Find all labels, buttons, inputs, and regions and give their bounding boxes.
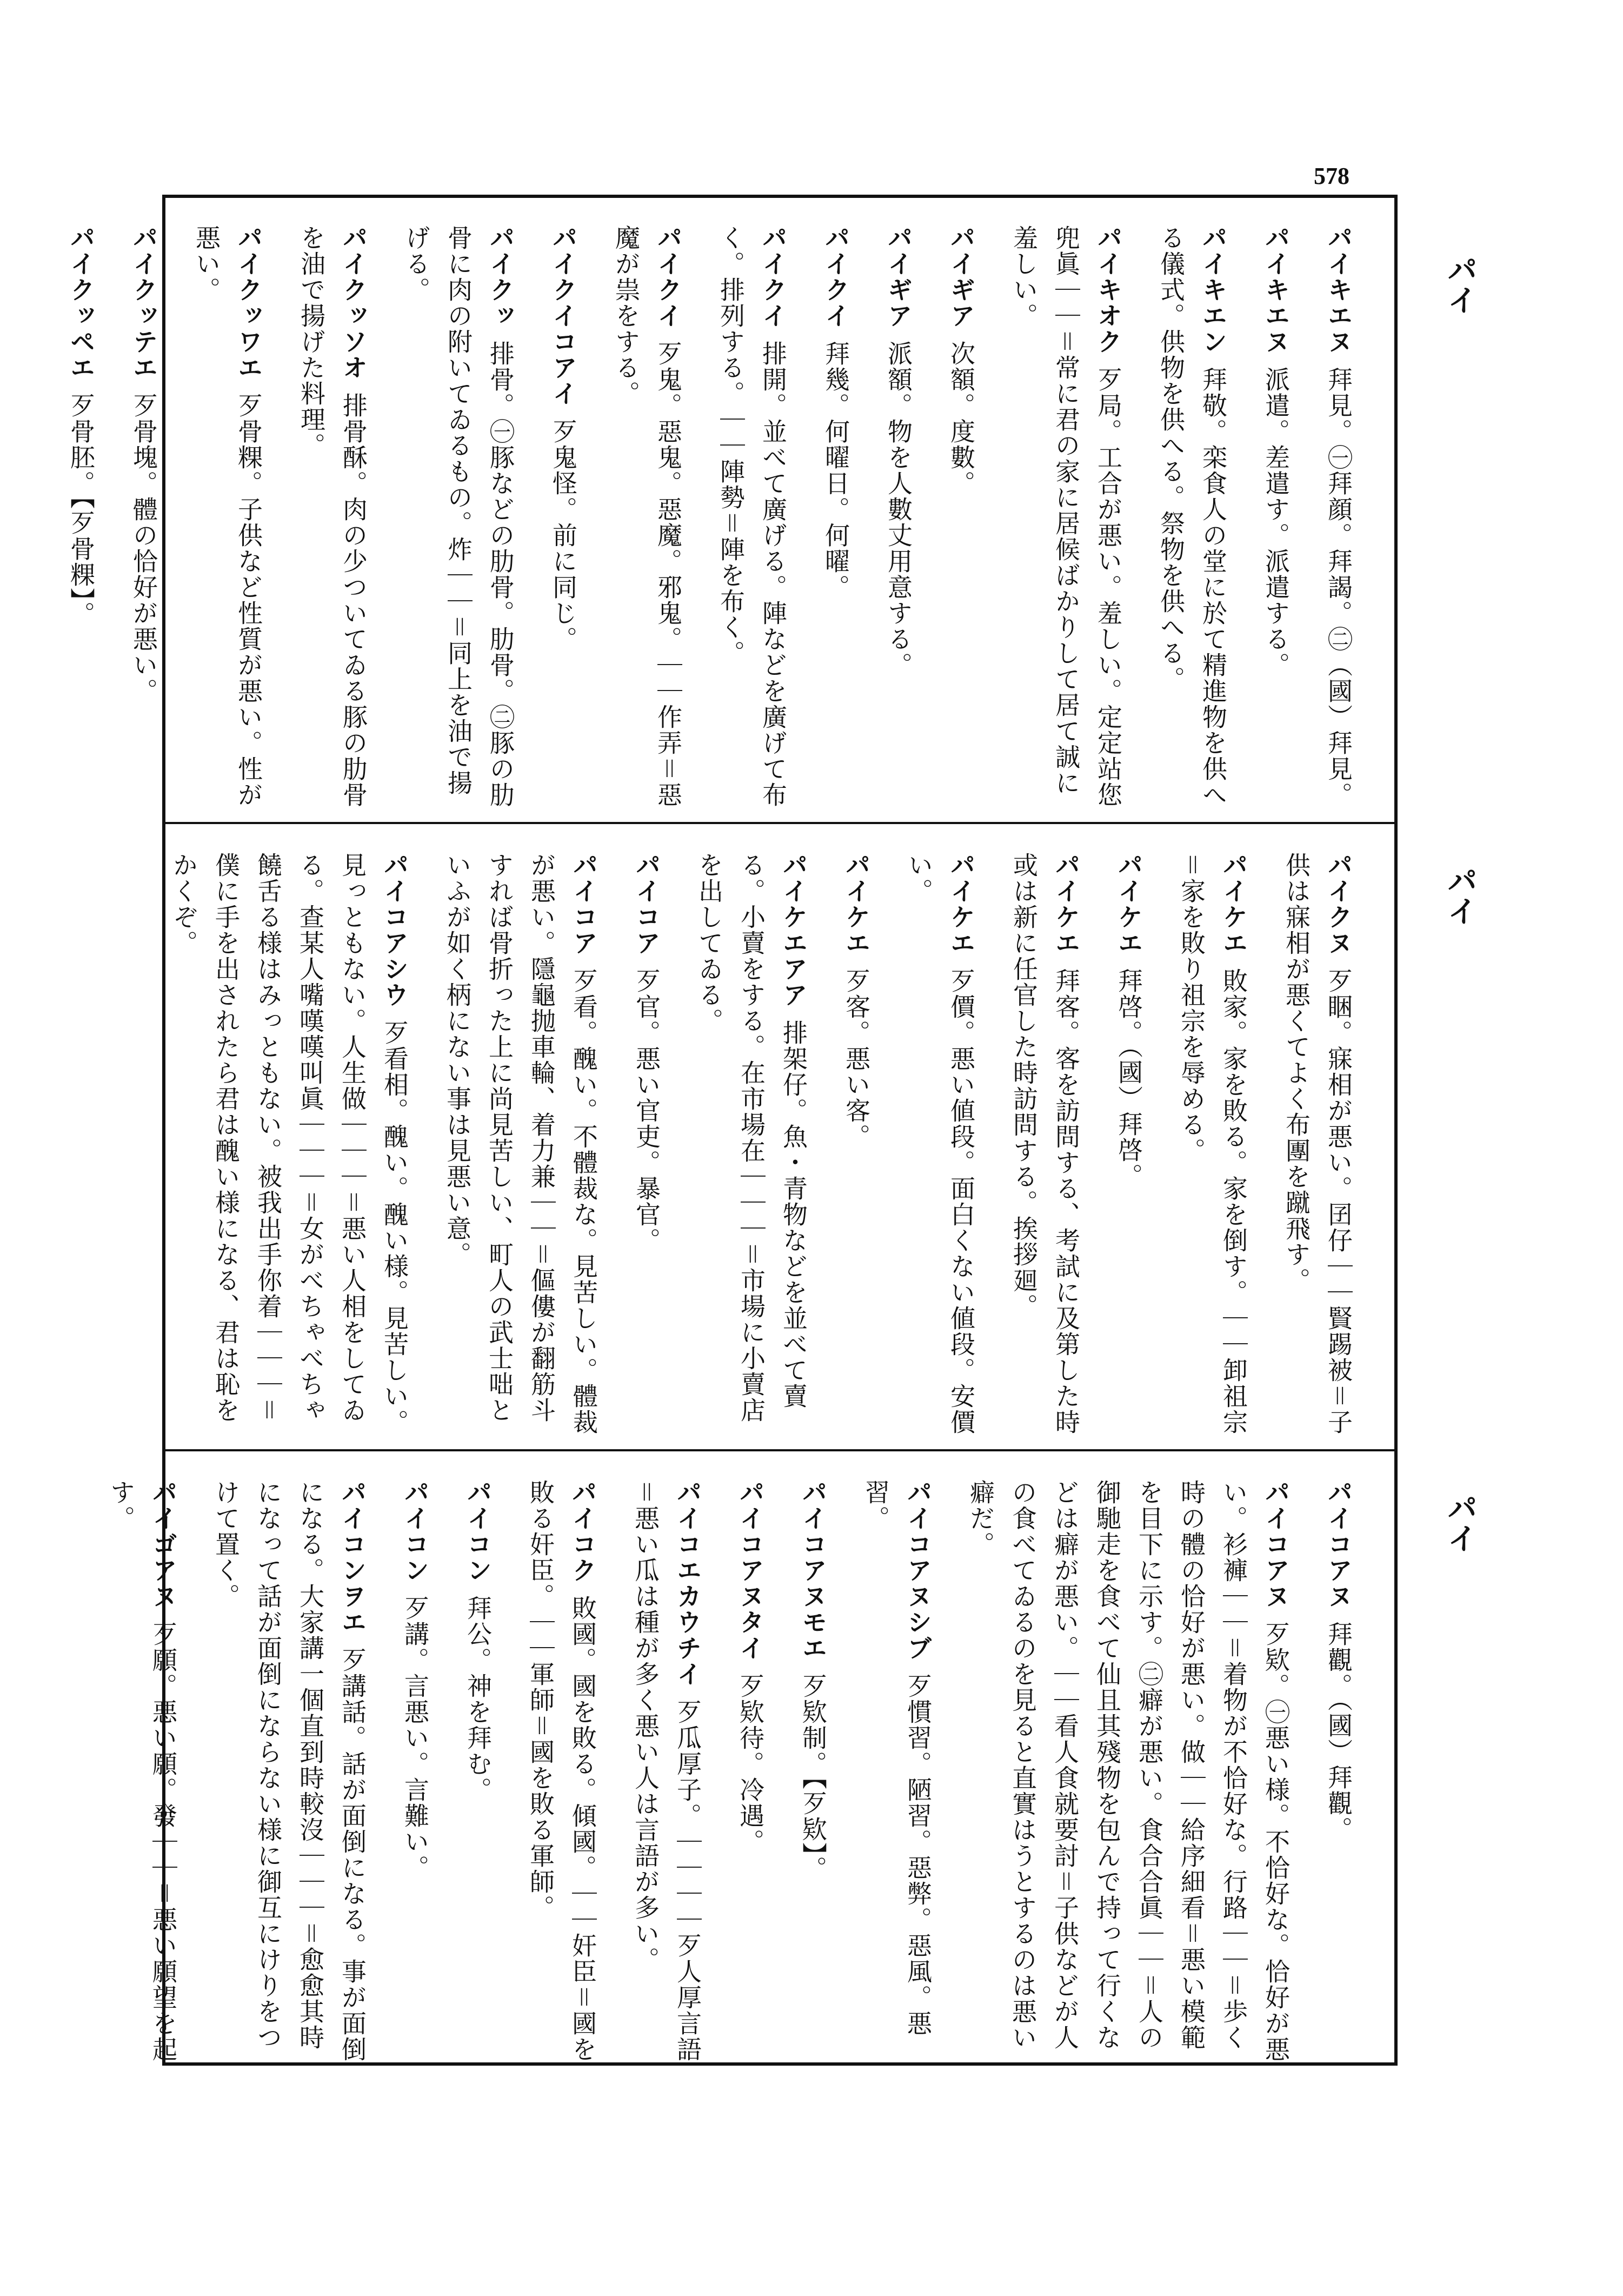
entry-definition: 歹欵待。冷遇。 bbox=[736, 1673, 765, 1855]
entry-definition: 歹官。悪い官吏。暴官。 bbox=[632, 968, 661, 1253]
entry-definition: 次額。度數。 bbox=[947, 341, 976, 496]
entry-headword: パイクッワエ bbox=[234, 225, 263, 381]
entry-definition: 歹願。悪い願。發｜｜＝悪い願望を起す。 bbox=[107, 1479, 178, 2062]
entry-definition: 拜客。客を訪問する、考試に及第した時或は新に任官した時訪問する。挨拶廻。 bbox=[1009, 852, 1081, 1435]
entry-headword: パイコアシウ bbox=[380, 852, 409, 1008]
entry-headword: パイクイ bbox=[821, 225, 850, 329]
entry-headword: パイコン bbox=[463, 1479, 493, 1583]
dictionary-entry bbox=[792, 1479, 834, 1882]
dictionary-entry bbox=[940, 225, 982, 496]
entry-headword: パイコア bbox=[569, 852, 598, 956]
entry-definition: 歹客。悪い客。 bbox=[842, 968, 871, 1150]
dictionary-entry bbox=[1275, 852, 1360, 1447]
entry-definition: 歹欵。㊀悪い様。不恰好な。恰好が悪い。衫褲｜｜＝着物が不恰好な。行路｜｜＝歩く時の體の恰好が悪い。做｜｜給序細看＝悪い模範を目下に示す。㊁癖が悪い。食合合眞｜｜＝人の御馳走を食べて仙且其殘物を包んで持って行くなどは癖が悪い。｜｜看人食就要討＝子供などが人の食べてゐるのを見ると直實はうとするのは悪い癖だ。 bbox=[966, 1479, 1291, 2062]
entry-headword: パイコアヌ bbox=[1261, 1479, 1291, 1609]
entry-definition: 排骨酥。肉の少ついてゐる豚の肋骨を油で揚げた料理。 bbox=[297, 225, 368, 808]
entry-headword: パイキエヌ bbox=[1261, 225, 1291, 355]
entry-headword: パイケエアア bbox=[779, 852, 808, 1008]
entry-headword: パイコアヌタイ bbox=[736, 1479, 765, 1661]
dictionary-entry bbox=[290, 225, 375, 820]
dictionary-entry bbox=[163, 852, 416, 1447]
entry-headword: パイクイコアイ bbox=[549, 225, 578, 407]
dictionary-entry bbox=[688, 852, 815, 1447]
dictionary-entry bbox=[1003, 225, 1129, 820]
entry-headword: パイクッソオ bbox=[339, 225, 368, 381]
entry-headword: パイギア bbox=[947, 225, 976, 329]
entry-headword: パイギア bbox=[884, 225, 913, 329]
entry-headword: パイクイ bbox=[654, 225, 683, 329]
dictionary-entry bbox=[710, 225, 794, 820]
entry-headword: パイコアヌモエ bbox=[799, 1479, 828, 1661]
entry-definition: 歹講。言悪い。言難い。 bbox=[401, 1595, 430, 1881]
entry-definition: 歹欵制。【歹欵】。 bbox=[799, 1673, 828, 1882]
entry-headword: パイケエ bbox=[1219, 852, 1248, 956]
running-head-bottom: パイ bbox=[1442, 1492, 1478, 1553]
dictionary-entry bbox=[605, 225, 689, 820]
dictionary-entry bbox=[1255, 225, 1297, 678]
dictionary-entry bbox=[960, 1479, 1297, 2062]
dictionary-entry bbox=[877, 225, 920, 678]
entry-definition: 排架仔。魚・青物などを並べて賣る。小賣をする。在市場在｜｜｜＝市場に小賣店を出してゐる。 bbox=[695, 852, 808, 1423]
entry-definition: 拜見。㊀拜顔。拜謁。㊁（國）拜見。 bbox=[1324, 367, 1353, 808]
entry-headword: パイキオク bbox=[1094, 225, 1123, 355]
entry-definition: 歹講話。話が面倒になる。事が面倒になる。大家講一個直到時較沒｜｜｜＝愈愈其時になって話が面倒にならない様に御互にけりをつけて置く。 bbox=[211, 1479, 367, 2062]
dictionary-entry bbox=[626, 852, 668, 1253]
entry-definition: 排開。並べて廣げる。陣などを廣げて布く。排列する。｜｜陣勢＝陣を布く。 bbox=[716, 225, 788, 808]
dictionary-entry bbox=[542, 225, 584, 652]
entry-definition: 歹睏。寐相が悪い。囝仔｜｜賢踢被＝子供は寐相が悪くてよく布團を蹴飛す。 bbox=[1282, 852, 1353, 1435]
entry-headword: パイコア bbox=[632, 852, 661, 956]
entry-headword: パイケエ bbox=[842, 852, 871, 956]
running-head-middle: パイ bbox=[1442, 865, 1478, 926]
dictionary-entry bbox=[457, 1479, 499, 1803]
lower-band bbox=[107, 1452, 1398, 2062]
dictionary-entry bbox=[1108, 852, 1150, 1189]
entry-headword: パイゴアヌ bbox=[149, 1479, 178, 1609]
page-number: 578 bbox=[1314, 163, 1349, 189]
entry-definition: 歹瓜厚子。｜｜｜｜歹人厚言語＝悪い瓜は種が多く悪い人は言語が多い。 bbox=[631, 1479, 702, 2062]
dictionary-entry bbox=[1318, 225, 1360, 808]
entry-headword: パイコク bbox=[568, 1479, 597, 1583]
entry-definition: 歹慣習。陋習。惡弊。惡風。悪習。 bbox=[861, 1479, 933, 2036]
entry-headword: パイクイ bbox=[759, 225, 788, 329]
entry-definition: 歹價。悪い値段。面白くない値段。安價い。 bbox=[904, 852, 976, 1435]
entry-definition: 歹骨胚。【歹骨粿】。 bbox=[66, 393, 96, 627]
entry-definition: 拜敬。栾食人の堂に於て精進物を供へる儀式。供物を供へる。祭物を供へる。 bbox=[1156, 225, 1228, 808]
dictionary-entry bbox=[624, 1479, 709, 2062]
dictionary-entry bbox=[1318, 1479, 1360, 1842]
entry-definition: 拜觀。（國）拜觀。 bbox=[1324, 1621, 1353, 1842]
dictionary-entry bbox=[185, 225, 270, 820]
dictionary-entry bbox=[436, 852, 605, 1447]
entry-headword: パイコンヲエ bbox=[338, 1479, 367, 1635]
entry-definition: 拜啓。（國）拜啓。 bbox=[1114, 968, 1143, 1189]
entry-headword: パイクッ bbox=[486, 225, 515, 329]
dictionary-entry bbox=[898, 852, 982, 1447]
entry-headword: パイクッペエ bbox=[66, 225, 96, 381]
dictionary-entry bbox=[520, 1479, 604, 2062]
entry-definition: 派額。物を人數丈用意する。 bbox=[884, 341, 913, 678]
entry-definition: 歹看相。醜い。醜い様。見苦しい。見っともない。人生做｜｜｜＝悪い人相をしてゐる。查某人嘴嘆嘆叫眞｜｜｜＝女がべちゃべちゃ饒舌る様はみっともない。被我出手你着｜｜｜＝僕に手を出されたら君は醜い様になる、君は恥をかくぞ。 bbox=[169, 852, 409, 1435]
upper-band bbox=[66, 198, 1398, 820]
entry-headword: パイケエ bbox=[1114, 852, 1143, 956]
dictionary-entry bbox=[835, 852, 877, 1150]
dictionary-entry bbox=[395, 225, 522, 820]
dictionary-entry bbox=[1170, 852, 1255, 1447]
entry-definition: 敗家。家を敗る。家を倒す。｜｜卸祖宗＝家を敗り祖宗を辱める。 bbox=[1177, 852, 1248, 1435]
entry-headword: パイキエン bbox=[1199, 225, 1228, 355]
entry-headword: パイケエ bbox=[947, 852, 976, 956]
entry-definition: 拜幾。何曜日。何曜。 bbox=[821, 341, 850, 600]
dictionary-entry bbox=[205, 1479, 374, 2062]
dictionary-entry bbox=[123, 225, 165, 704]
entry-headword: パイケエ bbox=[1052, 852, 1081, 956]
entry-definition: 歹鬼怪。前に同じ。 bbox=[549, 419, 578, 652]
band-divider bbox=[162, 822, 1398, 824]
dictionary-entry bbox=[100, 1479, 184, 2062]
entry-definition: 派遣。差遣す。派遣する。 bbox=[1261, 367, 1291, 678]
entry-headword: パイキエヌ bbox=[1324, 225, 1353, 355]
entry-headword: パイコアヌシブ bbox=[903, 1479, 933, 1661]
band-divider bbox=[162, 1449, 1398, 1451]
entry-definition: 排骨。㊀豚などの肋骨。肋骨。㊁豚の肋骨に肉の附いてゐるもの。炸｜｜＝同上を油で揚げる。 bbox=[402, 225, 515, 808]
entry-headword: パイクッテエ bbox=[129, 225, 158, 381]
middle-band bbox=[162, 825, 1398, 1447]
entry-definition: 拜公。神を拜む。 bbox=[463, 1595, 493, 1803]
entry-headword: パイクヌ bbox=[1324, 852, 1353, 956]
entry-headword: パイコエカウチイ bbox=[673, 1479, 702, 1687]
entry-definition: 歹骨粿。子供など性質が悪い。性が悪い。 bbox=[192, 225, 263, 808]
dictionary-entry bbox=[394, 1479, 436, 1881]
entry-definition: 歹鬼。惡鬼。惡魔。邪鬼。｜｜作弄＝惡魔が祟をする。 bbox=[611, 225, 683, 808]
dictionary-entry bbox=[855, 1479, 939, 2062]
dictionary-entry bbox=[1150, 225, 1234, 820]
dictionary-entry bbox=[60, 225, 102, 627]
entry-definition: 歹局。工合が悪い。羞しい。定定站您兜眞｜｜＝常に君の家に居候ばかりして居て誠に羞しい。 bbox=[1009, 225, 1123, 808]
entry-definition: 敗國。國を敗る。傾國。｜｜奸臣＝國を敗る奸臣。｜｜軍師＝國を敗る軍師。 bbox=[526, 1479, 597, 2062]
entry-definition: 歹看。醜い。不體裁な。見苦しい。體裁が悪い。隱龜抛車輪、着力兼｜｜＝傴僂が翻筋斗すれば骨折った上に尚見苦しい、町人の武士咄といふが如く柄にない事は見悪い意。 bbox=[443, 852, 598, 1435]
dictionary-entry bbox=[815, 225, 857, 600]
running-head-top: パイ bbox=[1442, 254, 1478, 315]
dictionary-entry bbox=[1003, 852, 1087, 1447]
entry-headword: パイコアヌ bbox=[1324, 1479, 1353, 1609]
dictionary-entry bbox=[729, 1479, 771, 1855]
entry-definition: 歹骨塊。體の恰好が悪い。 bbox=[129, 393, 158, 704]
entry-headword: パイコン bbox=[401, 1479, 430, 1583]
